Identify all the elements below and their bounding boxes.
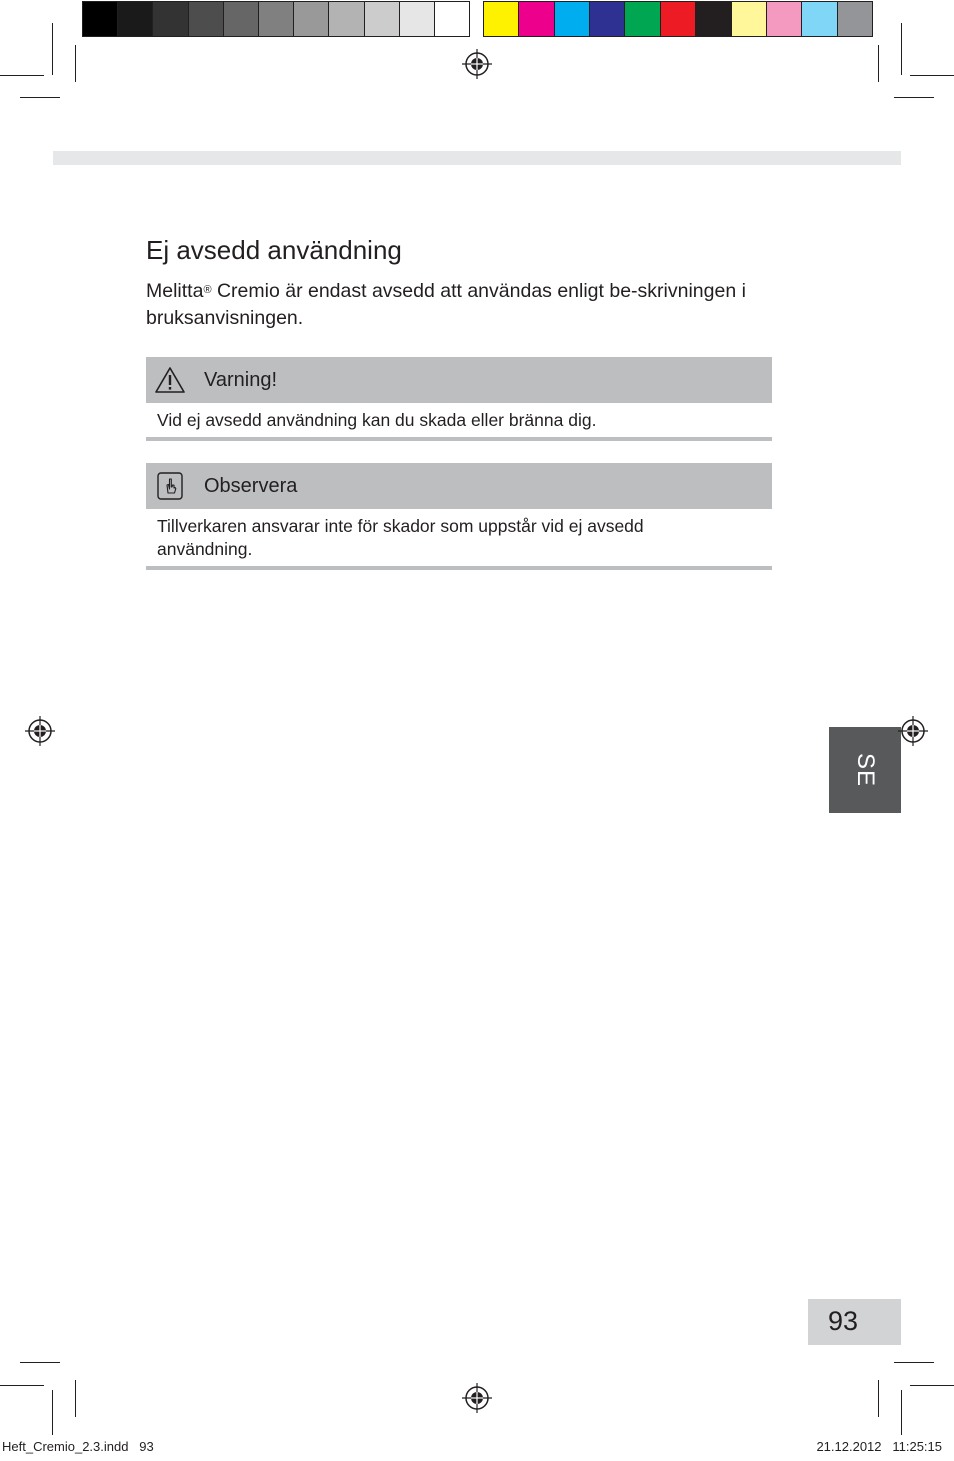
color-swatch <box>767 2 802 36</box>
note-header <box>146 463 772 509</box>
crop-mark <box>75 45 76 82</box>
crop-mark <box>52 1390 53 1435</box>
registration-mark-icon <box>898 716 928 746</box>
color-swatch <box>838 2 872 36</box>
process-color-bar <box>483 1 873 37</box>
crop-mark <box>894 97 934 98</box>
registration-mark-icon <box>462 49 492 79</box>
color-swatch <box>294 2 329 36</box>
crop-mark <box>52 23 53 75</box>
note-text: Tillverkaren ansvarar inte för skador som uppstår vid ej avsedd användning. <box>157 516 644 559</box>
crop-mark <box>20 1362 60 1363</box>
color-swatch <box>224 2 259 36</box>
crop-mark <box>75 1380 76 1417</box>
crop-mark <box>910 1385 954 1386</box>
color-swatch <box>329 2 364 36</box>
color-swatch <box>519 2 554 36</box>
note-divider <box>146 566 772 570</box>
brand-name: Melitta <box>146 280 204 302</box>
color-swatch <box>732 2 767 36</box>
color-swatch <box>189 2 224 36</box>
color-swatch <box>153 2 188 36</box>
warning-header <box>146 357 772 403</box>
color-swatch <box>259 2 294 36</box>
crop-mark <box>20 97 60 98</box>
warning-title: Varning! <box>204 369 278 391</box>
warning-text: Vid ej avsedd användning kan du skada eller bränna dig. <box>157 410 597 430</box>
page-number: 93 <box>828 1306 859 1336</box>
crop-mark <box>894 1362 934 1363</box>
warning-divider <box>146 437 772 441</box>
intro-text: Cremio är endast avsedd att användas enligt be-skrivningen i bruksanvisningen. <box>146 280 746 329</box>
slug-filename: Heft_Cremio_2.3.indd 93 <box>2 1439 154 1454</box>
language-tab <box>829 727 901 813</box>
color-swatch <box>435 2 469 36</box>
page-number-box <box>808 1299 901 1345</box>
note-box <box>146 463 772 570</box>
gray-color-bar <box>82 1 470 37</box>
slug-timestamp: 21.12.2012 11:25:15 <box>816 1439 942 1454</box>
hand-pointer-icon <box>154 471 186 501</box>
crop-mark <box>0 75 44 76</box>
registered-mark: ® <box>203 284 212 296</box>
section-heading: Ej avsedd användning <box>146 235 402 265</box>
registration-mark-icon <box>25 716 55 746</box>
intro-paragraph <box>146 278 766 332</box>
color-swatch <box>555 2 590 36</box>
crop-mark <box>0 1385 44 1386</box>
color-swatch <box>118 2 153 36</box>
crop-mark <box>901 23 902 75</box>
color-swatch <box>661 2 696 36</box>
warning-box <box>146 357 772 441</box>
crop-mark <box>878 1380 879 1417</box>
color-swatch <box>590 2 625 36</box>
color-swatch <box>400 2 435 36</box>
note-title: Observera <box>204 475 298 497</box>
color-swatch <box>365 2 400 36</box>
color-swatch <box>484 2 519 36</box>
registration-mark-icon <box>462 1383 492 1413</box>
color-swatch <box>83 2 118 36</box>
color-swatch <box>802 2 837 36</box>
crop-mark <box>901 1390 902 1435</box>
language-tab-label: SE <box>852 752 879 788</box>
crop-mark <box>910 75 954 76</box>
color-swatch <box>696 2 731 36</box>
crop-mark <box>878 45 879 82</box>
header-band <box>53 151 901 165</box>
warning-triangle-icon <box>154 365 186 395</box>
color-swatch <box>625 2 660 36</box>
